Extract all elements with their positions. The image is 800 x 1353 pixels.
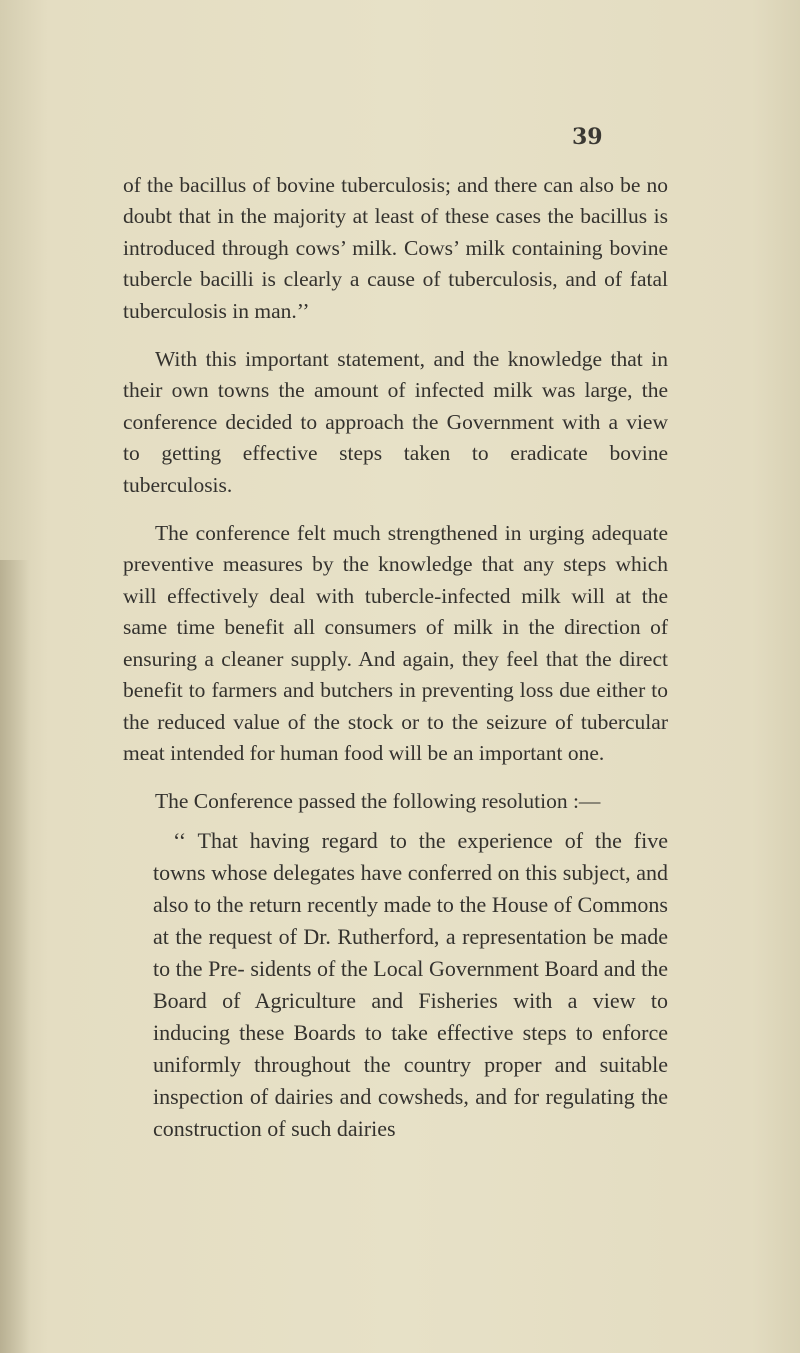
- paragraph-statement: With this important statement, and the knowledge that in their own towns the amount of infected milk was large, the conference decided to approach the Government with a view to getting effective steps taken to eradicate bovine tuberculosis.: [123, 347, 668, 497]
- page-number: 39: [572, 124, 603, 150]
- body-text: [123, 170, 668, 1145]
- paragraph-conference: The conference felt much strengthened in urging adequate preventive measures by the knowledge that any steps which will effectively deal with tubercle-infected milk will at the same time benefit all consumers of milk in the direction of ensuring a cleaner supply. And again, they feel that the direct benefit to farmers and butchers in preventing loss due either to the reduced value of the stock or to the seizure of tubercular meat intended for human food will be an important one.: [123, 521, 668, 765]
- page-edge-shadow: [0, 560, 30, 1353]
- resolution-quote: ‘‘ That having regard to the experience of the five towns whose delegates have conferred on this subject, and also to the return recently made to the House of Commons at the request of Dr. Rutherford, a representation be made to the Pre- sidents of the Local Government Board and the Board of Agriculture and Fisheries with a view to inducing these Boards to take effective steps to enforce uniformly throughout the country proper and suitable inspection of dairies and cowsheds, and for regulating the construction of such dairies: [153, 827, 668, 1141]
- paragraph-resolution-intro: The Conference passed the following resolution :—: [155, 789, 601, 814]
- paragraph-continuation: of the bacillus of bovine tuberculosis; and there can also be no doubt that in the majority at least of these cases the bacillus is introduced through cows’ milk. Cows’ milk containing bovine tubercle bacilli is clearly a cause of tuberculosis, and of fatal tuberculosis in man.’’: [123, 173, 668, 323]
